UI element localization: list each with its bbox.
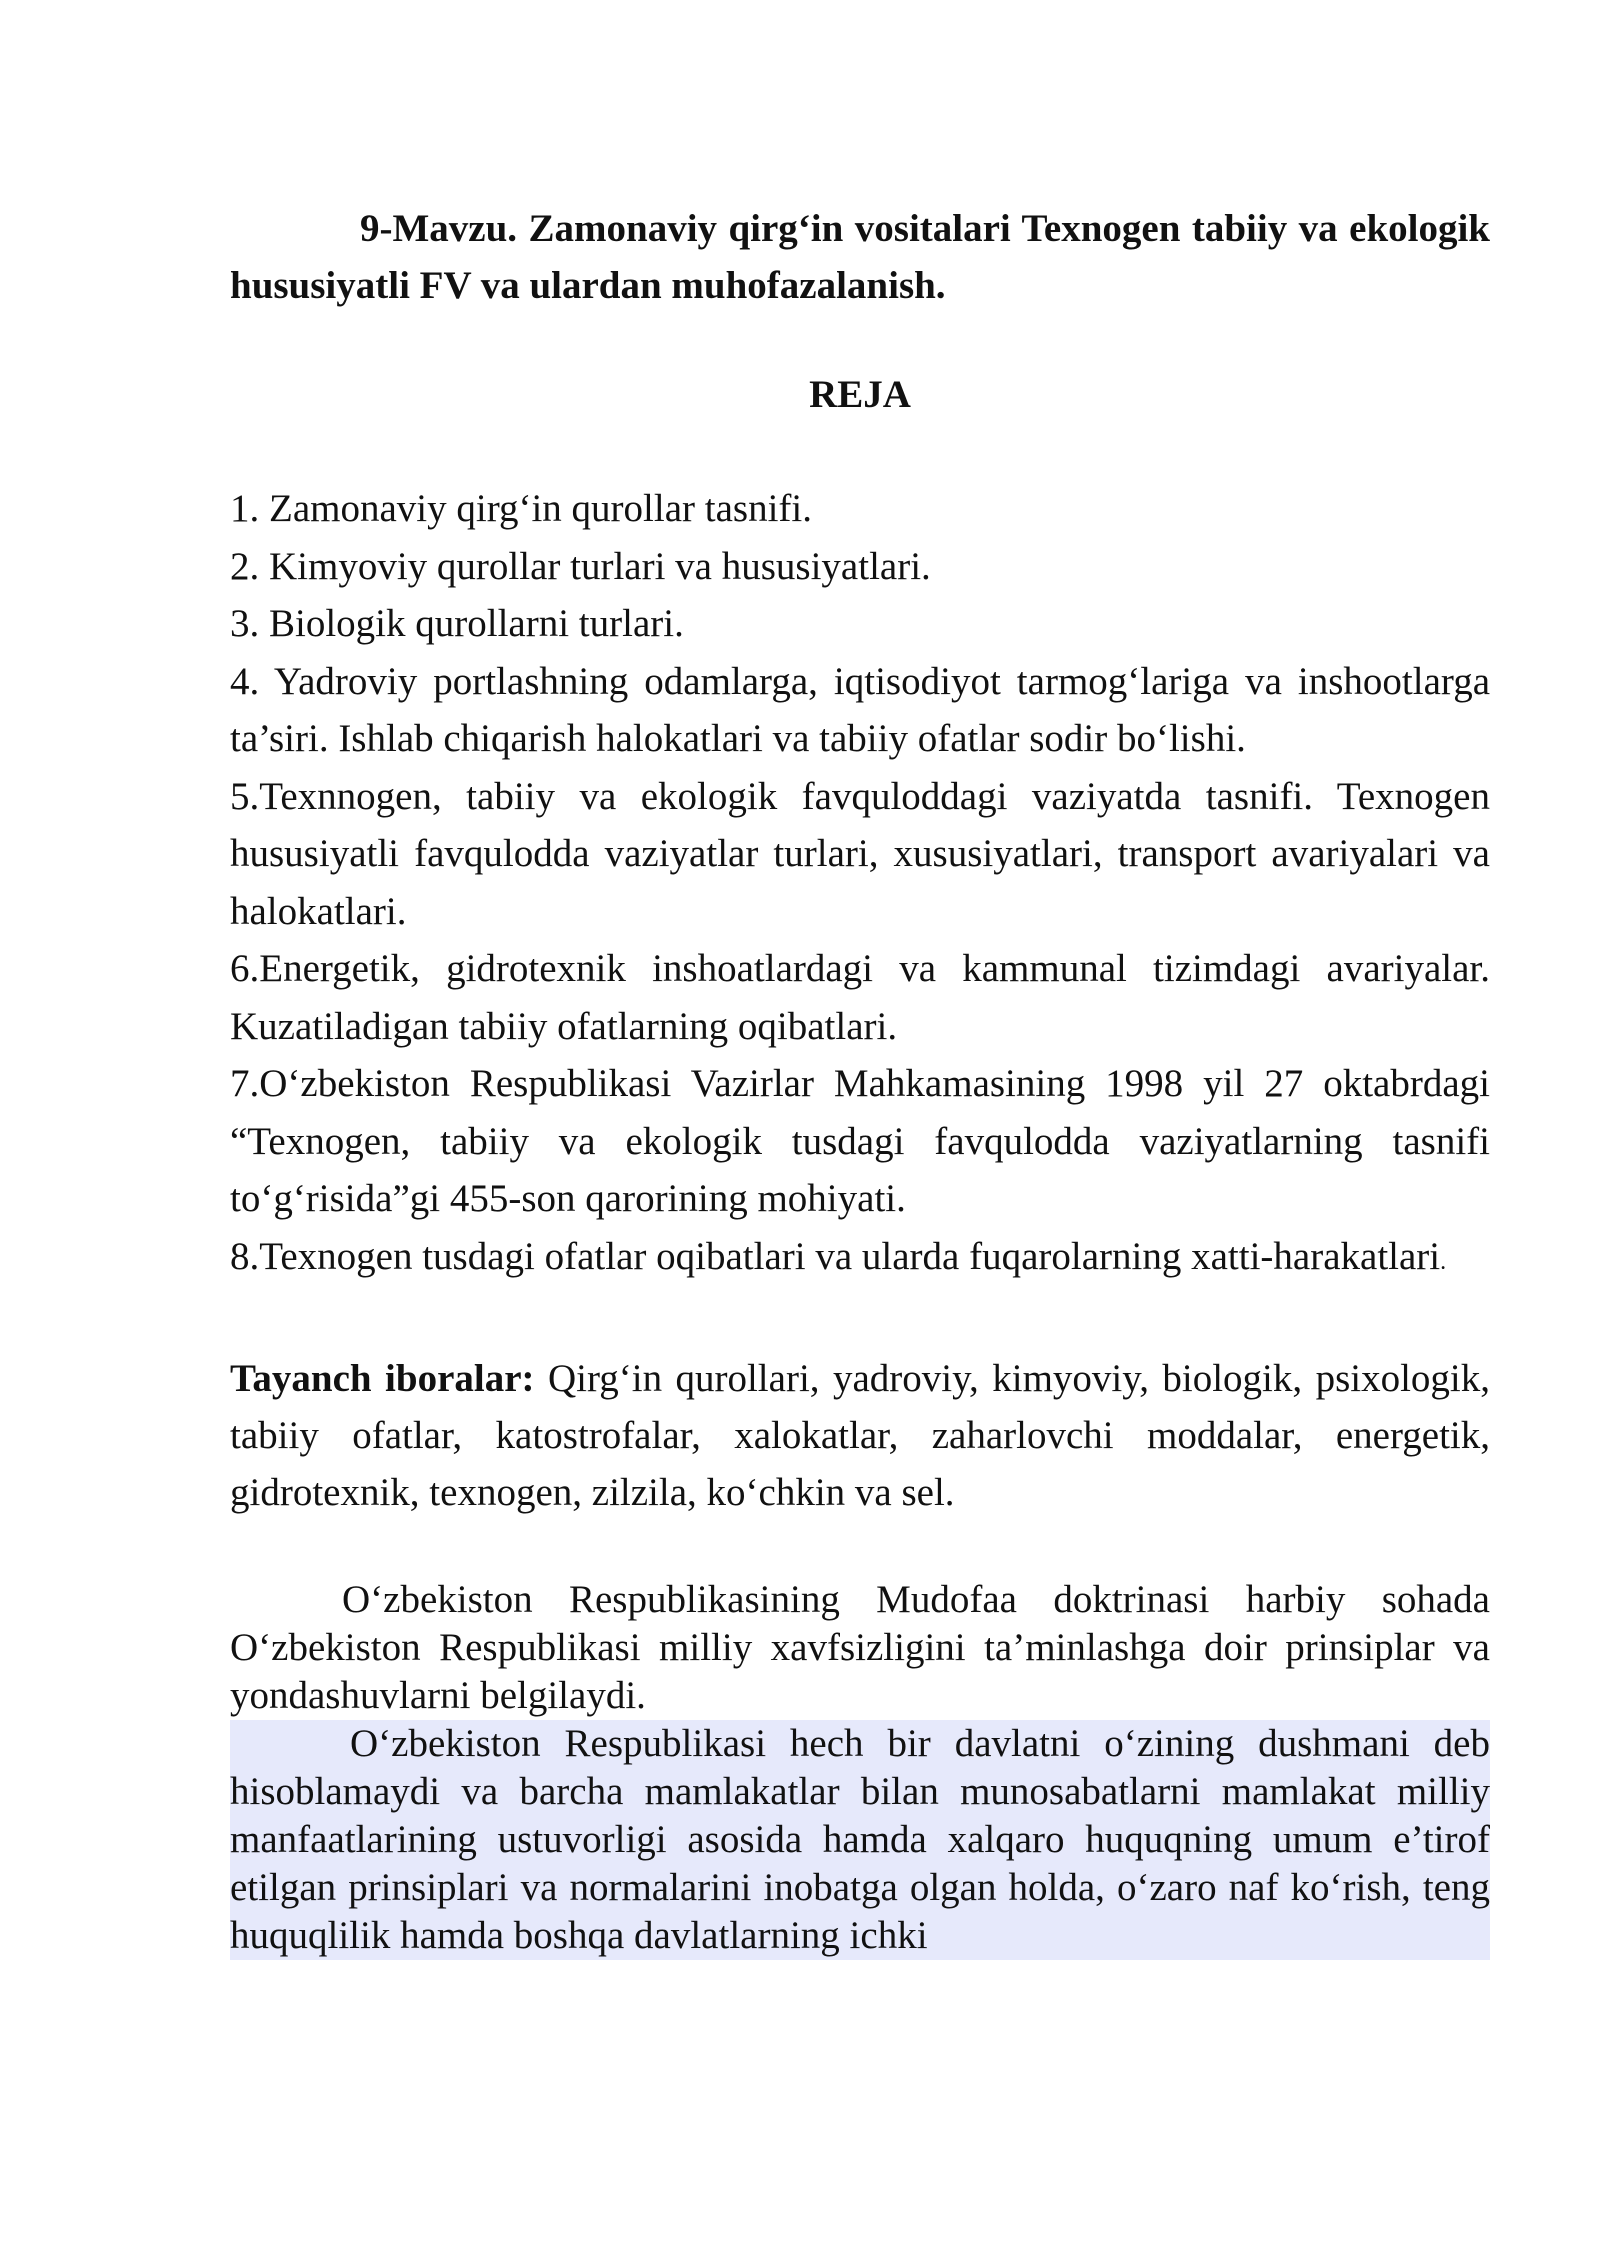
body-paragraph-highlighted: O‘zbekiston Respublikasi hech bir davlatni o‘zining dushmani deb hisoblamaydi va barcha mamlakatlar bilan munosabatlarni mamlakat milliy manfaatlarining ustuvorligi asosida hamda xalqaro huquqning umum e’tirof etilgan prinsiplari va normalarini inobatga olgan holda, o‘zaro naf ko‘rish, teng huquqlilik hamda boshqa davlatlarning ichki [230, 1722, 1490, 1957]
plan-item: 1. Zamonaviy qirg‘in qurollar tasnifi. [230, 487, 812, 530]
plan-item: 5.Texnnogen, tabiiy va ekologik favquloddagi vaziyatda tasnifi. Texnogen hususiyatli favqulodda vaziyatlar turlari, xususiyatlari, transport avariyalari va halokatlari. [230, 774, 1490, 933]
plan-item: 3. Biologik qurollarni turlari. [230, 602, 684, 645]
plan-item: 4. Yadroviy portlashning odamlarga, iqtisodiyot tarmog‘lariga va inshootlarga ta’siri. Ishlab chiqarish halokatlari va tabiiy ofatlar sodir bo‘lishi. [230, 659, 1490, 760]
keywords-text: Qirg‘in qurollari, yadroviy, kimyoviy, biologik, psixologik, tabiiy ofatlar, katostrofalar, xalokatlar, zaharlovchi moddalar, energetik, gidrotexnik, texnogen, zilzila, ko‘chkin va sel. [230, 1357, 1490, 1514]
plan-item: 6.Energetik, gidrotexnik inshoatlardagi va kammunal tizimdagi avariyalar. Kuzatiladigan tabiiy ofatlarning oqibatlari. [230, 947, 1490, 1048]
plan-item-last [230, 1228, 1490, 1292]
plan-item-text: 8.Texnogen tusdagi ofatlar oqibatlari va ularda fuqarolarning xatti-harakatlari [230, 1234, 1441, 1278]
plan-heading: REJA [809, 373, 911, 416]
plan-item-period: . [1440, 1248, 1447, 1275]
keywords-label: Tayanch iboralar: [230, 1357, 535, 1400]
plan-item: 7.O‘zbekiston Respublikasi Vazirlar Mahkamasining 1998 yil 27 oktabrdagi “Texnogen, tabiiy va ekologik tusdagi favqulodda vaziyatlarning tasnifi to‘g‘risida”gi 455-son qarorining mohiyati. [230, 1062, 1490, 1220]
document-title: 9-Mavzu. Zamonaviy qirg‘in vositalari Texnogen tabiiy va ekologik hususiyatli FV va ulardan muhofazalanish. [230, 207, 1490, 307]
plan-item: 2. Kimyoviy qurollar turlari va hususiyatlari. [230, 544, 931, 588]
body-paragraph: O‘zbekiston Respublikasining Mudofaa doktrinasi harbiy sohada O‘zbekiston Respublikasi milliy xavfsizligini ta’minlashga doir prinsiplar va yondashuvlarni belgilaydi. [230, 1578, 1490, 1717]
highlighted-selection [230, 1720, 1490, 1960]
page-content [230, 200, 1490, 1960]
plan-list [230, 480, 1490, 1291]
keywords-paragraph [230, 1350, 1490, 1521]
